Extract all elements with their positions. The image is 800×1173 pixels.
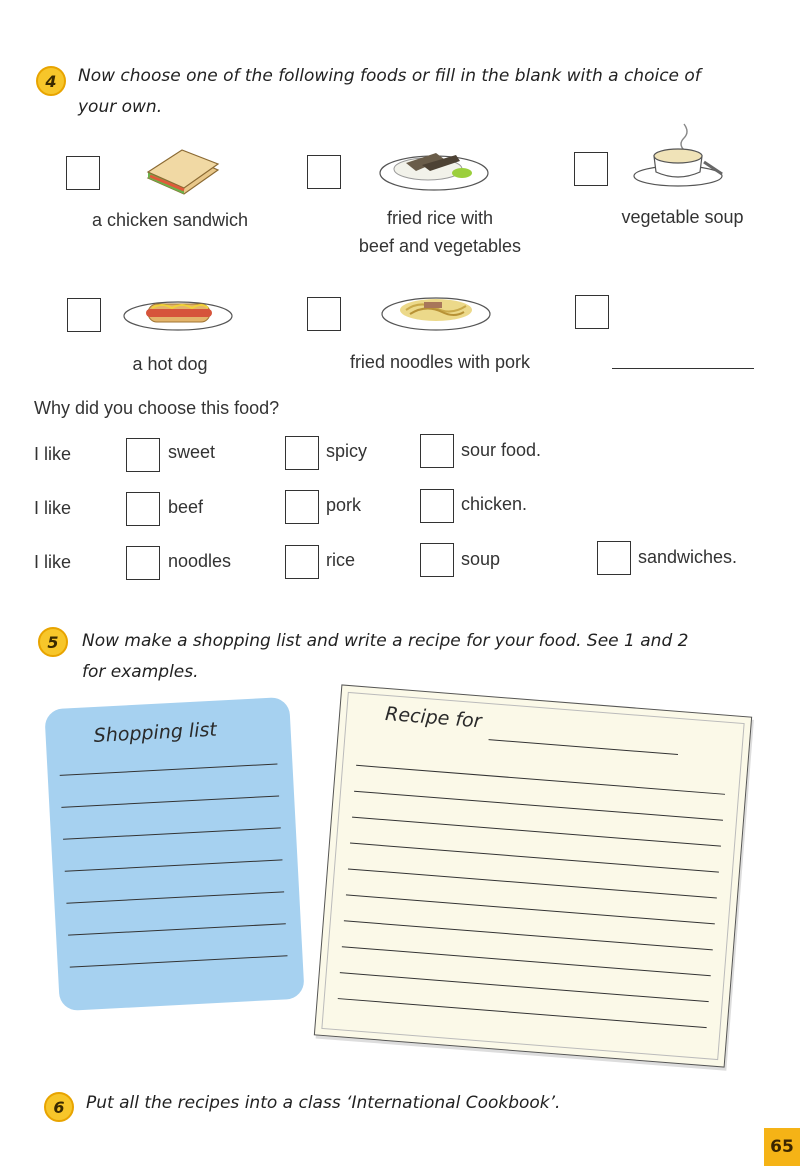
option-label: sweet bbox=[168, 442, 216, 462]
question-5-text bbox=[82, 626, 688, 688]
question-number-badge bbox=[36, 66, 66, 96]
question-number: 6 bbox=[53, 1097, 65, 1117]
option-checkbox[interactable] bbox=[126, 492, 160, 526]
shopping-list-title: Shopping list bbox=[93, 718, 218, 748]
shopping-write-line[interactable] bbox=[61, 795, 279, 807]
why-question: Why did you choose this food? bbox=[34, 398, 280, 418]
page-number-tab bbox=[764, 1128, 800, 1166]
soup-icon bbox=[632, 122, 728, 188]
option-checkbox[interactable] bbox=[285, 545, 319, 579]
food-checkbox[interactable] bbox=[307, 297, 341, 331]
question-number-badge bbox=[38, 627, 68, 657]
food-label: fried noodles with pork bbox=[349, 352, 531, 372]
food-label: a chicken sandwich bbox=[91, 210, 249, 230]
shopping-write-line[interactable] bbox=[68, 923, 286, 935]
option-checkbox[interactable] bbox=[285, 436, 319, 470]
food-label-line: fried rice with bbox=[386, 208, 494, 228]
fried-rice-icon bbox=[378, 143, 490, 193]
food-checkbox[interactable] bbox=[307, 155, 341, 189]
question-6-text: Put all the recipes into a class ‘International Cookbook’. bbox=[86, 1093, 561, 1113]
shopping-write-line[interactable] bbox=[63, 827, 281, 839]
food-checkbox[interactable] bbox=[66, 156, 100, 190]
question-number: 4 bbox=[45, 71, 57, 91]
food-label: vegetable soup bbox=[621, 207, 744, 227]
option-checkbox[interactable] bbox=[420, 489, 454, 523]
page-number: 65 bbox=[770, 1137, 794, 1157]
shopping-write-line[interactable] bbox=[60, 763, 278, 775]
option-checkbox[interactable] bbox=[420, 434, 454, 468]
question-text-line: Now choose one of the following foods or fill in the blank with a choice of bbox=[78, 66, 701, 86]
recipe-title: Recipe for bbox=[384, 702, 483, 733]
shopping-write-line[interactable] bbox=[65, 859, 283, 871]
shopping-write-line[interactable] bbox=[70, 955, 288, 967]
option-label: sour food. bbox=[461, 440, 542, 460]
option-label: spicy bbox=[326, 441, 368, 461]
option-label: beef bbox=[168, 497, 204, 517]
food-label: a hot dog bbox=[132, 354, 208, 374]
row-lead-text: I like bbox=[34, 552, 72, 572]
option-label: rice bbox=[326, 550, 356, 570]
hot-dog-icon bbox=[122, 294, 234, 334]
option-label: noodles bbox=[168, 551, 232, 571]
food-label-line: beef and vegetables bbox=[358, 236, 522, 256]
question-text-line: for examples. bbox=[82, 662, 199, 682]
shopping-write-line[interactable] bbox=[66, 891, 284, 903]
question-4-text bbox=[78, 61, 701, 123]
recipe-card bbox=[314, 684, 752, 1067]
option-checkbox[interactable] bbox=[285, 490, 319, 524]
option-checkbox[interactable] bbox=[126, 546, 160, 580]
option-checkbox[interactable] bbox=[126, 438, 160, 472]
food-label-two-line bbox=[330, 204, 550, 260]
row-lead-text: I like bbox=[34, 444, 72, 464]
question-number: 5 bbox=[47, 632, 59, 652]
fried-noodles-icon bbox=[380, 290, 492, 334]
question-text-line: your own. bbox=[78, 97, 163, 117]
shopping-list-card bbox=[44, 697, 304, 1011]
option-checkbox[interactable] bbox=[420, 543, 454, 577]
option-label: soup bbox=[461, 549, 501, 569]
food-checkbox[interactable] bbox=[574, 152, 608, 186]
question-number-badge bbox=[44, 1092, 74, 1122]
option-label: pork bbox=[326, 495, 362, 515]
write-in-food-line[interactable] bbox=[612, 368, 754, 369]
question-text-line: Now make a shopping list and write a recipe for your food. See 1 and 2 bbox=[82, 631, 689, 651]
food-checkbox[interactable] bbox=[575, 295, 609, 329]
sandwich-icon bbox=[140, 148, 224, 200]
row-lead-text: I like bbox=[34, 498, 72, 518]
option-label: sandwiches. bbox=[638, 547, 738, 567]
option-label: chicken. bbox=[461, 494, 528, 514]
food-checkbox[interactable] bbox=[67, 298, 101, 332]
recipe-card-border bbox=[321, 692, 744, 1060]
option-checkbox[interactable] bbox=[597, 541, 631, 575]
